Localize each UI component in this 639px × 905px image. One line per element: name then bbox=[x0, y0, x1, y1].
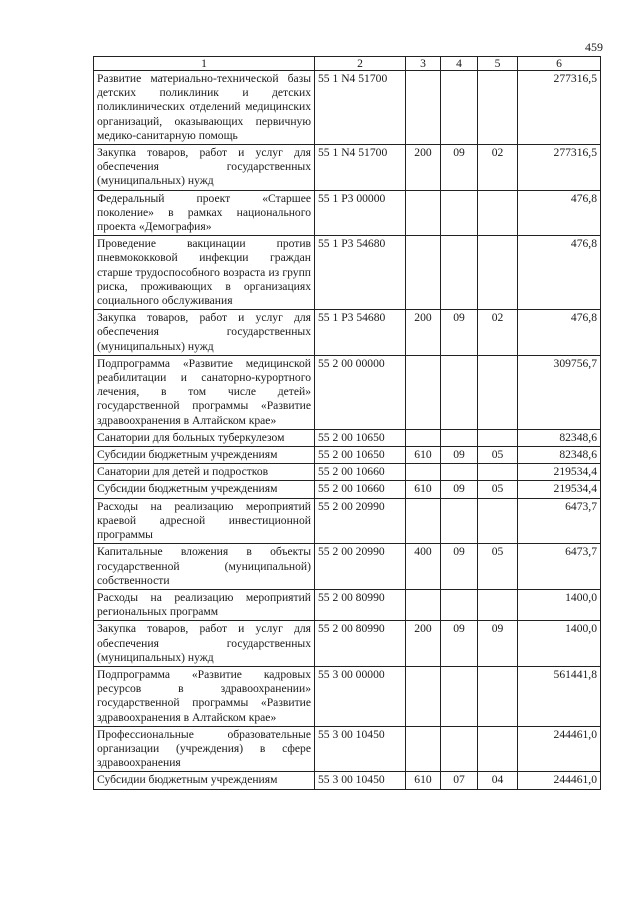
table-row bbox=[94, 236, 601, 310]
table-row bbox=[94, 589, 601, 620]
row-rz-cell bbox=[441, 498, 478, 544]
row-vr-cell: 400 bbox=[406, 544, 441, 590]
row-vr-cell bbox=[406, 666, 441, 726]
row-name-cell: Закупка товаров, работ и услуг для обеспечения государственных (муниципальных) нужд bbox=[94, 145, 315, 191]
table-row bbox=[94, 666, 601, 726]
row-rz-cell: 09 bbox=[441, 310, 478, 356]
table-row bbox=[94, 355, 601, 429]
table-row bbox=[94, 544, 601, 590]
row-rz-cell bbox=[441, 726, 478, 772]
row-vr-cell bbox=[406, 464, 441, 481]
table-row bbox=[94, 429, 601, 446]
row-rz-cell bbox=[441, 355, 478, 429]
row-sum-cell: 6473,7 bbox=[518, 544, 601, 590]
row-code-cell: 55 1 N4 51700 bbox=[315, 71, 406, 145]
row-pr-cell bbox=[478, 464, 518, 481]
row-code-cell: 55 1 N4 51700 bbox=[315, 145, 406, 191]
row-code-cell: 55 2 00 00000 bbox=[315, 355, 406, 429]
row-name-cell: Подпрограмма «Развитие медицинской реабилитации и санаторно-курортного лечения, в том числе детей» государственной программы «Развитие здравоохранения в Алтайском крае» bbox=[94, 355, 315, 429]
row-rz-cell: 07 bbox=[441, 772, 478, 789]
row-sum-cell: 277316,5 bbox=[518, 71, 601, 145]
row-name-cell: Подпрограмма «Развитие кадровых ресурсов в здравоохранении» государственной программы «Развитие здравоохранения в Алтайском крае» bbox=[94, 666, 315, 726]
header-cell-code: 2 bbox=[315, 57, 406, 71]
row-pr-cell bbox=[478, 355, 518, 429]
table-row bbox=[94, 310, 601, 356]
table-row bbox=[94, 621, 601, 667]
row-code-cell: 55 1 P3 54680 bbox=[315, 236, 406, 310]
row-vr-cell: 610 bbox=[406, 772, 441, 789]
row-name-cell: Субсидии бюджетным учреждениям bbox=[94, 447, 315, 464]
row-name-cell: Профессиональные образовательные организации (учреждения) в сфере здравоохранения bbox=[94, 726, 315, 772]
table-body bbox=[94, 71, 601, 790]
row-vr-cell bbox=[406, 71, 441, 145]
row-code-cell: 55 2 00 20990 bbox=[315, 498, 406, 544]
budget-table bbox=[93, 56, 601, 790]
row-code-cell: 55 3 00 10450 bbox=[315, 772, 406, 789]
row-vr-cell bbox=[406, 429, 441, 446]
row-name-cell: Санатории для больных туберкулезом bbox=[94, 429, 315, 446]
table-row bbox=[94, 447, 601, 464]
row-code-cell: 55 3 00 10450 bbox=[315, 726, 406, 772]
header-cell-pr: 5 bbox=[478, 57, 518, 71]
row-rz-cell: 09 bbox=[441, 481, 478, 498]
row-pr-cell: 02 bbox=[478, 310, 518, 356]
row-rz-cell bbox=[441, 190, 478, 236]
table-row bbox=[94, 464, 601, 481]
row-sum-cell: 561441,8 bbox=[518, 666, 601, 726]
row-name-cell: Развитие материально-технической базы детских поликлиник и детских поликлинических отделений медицинских организаций, оказывающих первичную медико-санитарную помощь bbox=[94, 71, 315, 145]
row-code-cell: 55 2 00 80990 bbox=[315, 621, 406, 667]
row-code-cell: 55 2 00 10650 bbox=[315, 447, 406, 464]
row-rz-cell: 09 bbox=[441, 145, 478, 191]
row-vr-cell bbox=[406, 190, 441, 236]
row-pr-cell bbox=[478, 589, 518, 620]
row-pr-cell bbox=[478, 429, 518, 446]
row-rz-cell bbox=[441, 464, 478, 481]
row-sum-cell: 309756,7 bbox=[518, 355, 601, 429]
row-code-cell: 55 2 00 20990 bbox=[315, 544, 406, 590]
row-sum-cell: 1400,0 bbox=[518, 589, 601, 620]
row-name-cell: Расходы на реализацию мероприятий краевой адресной инвестиционной программы bbox=[94, 498, 315, 544]
row-vr-cell bbox=[406, 726, 441, 772]
row-sum-cell: 244461,0 bbox=[518, 726, 601, 772]
row-name-cell: Субсидии бюджетным учреждениям bbox=[94, 481, 315, 498]
row-pr-cell: 05 bbox=[478, 481, 518, 498]
row-name-cell: Закупка товаров, работ и услуг для обеспечения государственных (муниципальных) нужд bbox=[94, 621, 315, 667]
row-sum-cell: 219534,4 bbox=[518, 481, 601, 498]
table-row bbox=[94, 481, 601, 498]
row-code-cell: 55 2 00 10660 bbox=[315, 464, 406, 481]
table-row bbox=[94, 71, 601, 145]
row-code-cell: 55 2 00 80990 bbox=[315, 589, 406, 620]
row-pr-cell bbox=[478, 190, 518, 236]
row-sum-cell: 219534,4 bbox=[518, 464, 601, 481]
row-name-cell: Закупка товаров, работ и услуг для обеспечения государственных (муниципальных) нужд bbox=[94, 310, 315, 356]
row-sum-cell: 244461,0 bbox=[518, 772, 601, 789]
row-pr-cell: 05 bbox=[478, 447, 518, 464]
row-name-cell: Субсидии бюджетным учреждениям bbox=[94, 772, 315, 789]
row-vr-cell bbox=[406, 498, 441, 544]
row-pr-cell: 04 bbox=[478, 772, 518, 789]
header-cell-sum: 6 bbox=[518, 57, 601, 71]
header-cell-vr: 3 bbox=[406, 57, 441, 71]
row-vr-cell bbox=[406, 589, 441, 620]
row-name-cell: Капитальные вложения в объекты государственной (муниципальной) собственности bbox=[94, 544, 315, 590]
row-vr-cell: 610 bbox=[406, 447, 441, 464]
row-sum-cell: 1400,0 bbox=[518, 621, 601, 667]
page-number: 459 bbox=[585, 40, 603, 54]
row-code-cell: 55 3 00 00000 bbox=[315, 666, 406, 726]
row-name-cell: Проведение вакцинации против пневмококковой инфекции граждан старше трудоспособного возраста из групп риска, проживающих в организациях социального обслуживания bbox=[94, 236, 315, 310]
row-sum-cell: 476,8 bbox=[518, 236, 601, 310]
row-sum-cell: 6473,7 bbox=[518, 498, 601, 544]
table-row bbox=[94, 498, 601, 544]
table-row bbox=[94, 190, 601, 236]
row-rz-cell bbox=[441, 71, 478, 145]
table-row bbox=[94, 772, 601, 789]
row-vr-cell: 200 bbox=[406, 145, 441, 191]
row-pr-cell bbox=[478, 726, 518, 772]
row-name-cell: Федеральный проект «Старшее поколение» в рамках национального проекта «Демография» bbox=[94, 190, 315, 236]
header-cell-rz: 4 bbox=[441, 57, 478, 71]
row-pr-cell bbox=[478, 71, 518, 145]
header-cell-name: 1 bbox=[94, 57, 315, 71]
row-sum-cell: 277316,5 bbox=[518, 145, 601, 191]
row-vr-cell: 610 bbox=[406, 481, 441, 498]
row-name-cell: Санатории для детей и подростков bbox=[94, 464, 315, 481]
row-rz-cell: 09 bbox=[441, 544, 478, 590]
row-pr-cell bbox=[478, 498, 518, 544]
row-pr-cell bbox=[478, 236, 518, 310]
row-rz-cell bbox=[441, 429, 478, 446]
row-pr-cell: 09 bbox=[478, 621, 518, 667]
row-name-cell: Расходы на реализацию мероприятий региональных программ bbox=[94, 589, 315, 620]
row-pr-cell: 02 bbox=[478, 145, 518, 191]
row-sum-cell: 476,8 bbox=[518, 190, 601, 236]
row-pr-cell bbox=[478, 666, 518, 726]
row-code-cell: 55 2 00 10660 bbox=[315, 481, 406, 498]
table-row bbox=[94, 726, 601, 772]
row-code-cell: 55 1 P3 54680 bbox=[315, 310, 406, 356]
row-vr-cell bbox=[406, 236, 441, 310]
row-code-cell: 55 2 00 10650 bbox=[315, 429, 406, 446]
row-rz-cell: 09 bbox=[441, 447, 478, 464]
row-code-cell: 55 1 P3 00000 bbox=[315, 190, 406, 236]
table-row bbox=[94, 145, 601, 191]
row-vr-cell bbox=[406, 355, 441, 429]
row-rz-cell bbox=[441, 589, 478, 620]
row-sum-cell: 476,8 bbox=[518, 310, 601, 356]
row-rz-cell: 09 bbox=[441, 621, 478, 667]
row-sum-cell: 82348,6 bbox=[518, 447, 601, 464]
row-pr-cell: 05 bbox=[478, 544, 518, 590]
row-vr-cell: 200 bbox=[406, 621, 441, 667]
table-header-row bbox=[94, 57, 601, 71]
row-sum-cell: 82348,6 bbox=[518, 429, 601, 446]
row-rz-cell bbox=[441, 666, 478, 726]
row-vr-cell: 200 bbox=[406, 310, 441, 356]
row-rz-cell bbox=[441, 236, 478, 310]
